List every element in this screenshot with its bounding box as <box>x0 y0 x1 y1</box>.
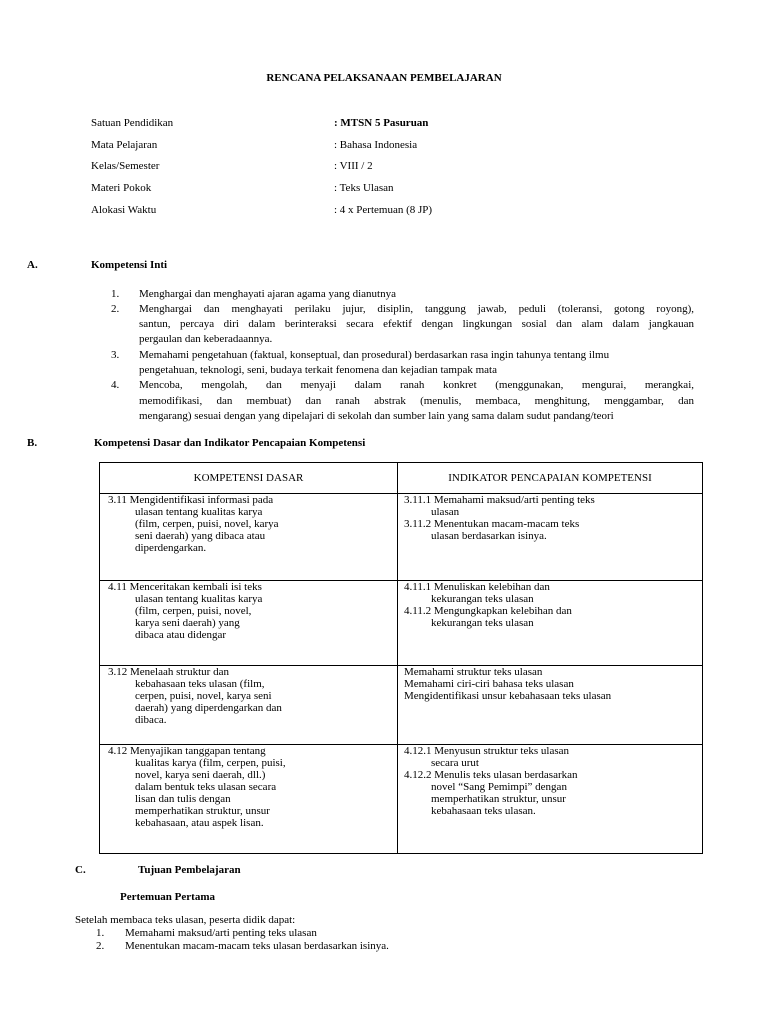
cell-line: novel, karya seni daerah, dll.) <box>135 769 266 781</box>
list-item-line: Menghargai dan menghayati perilaku jujur, disiplin, tanggung jawab, peduli (toleransi, gotong royong), <box>139 303 694 315</box>
identity-value: : VIII / 2 <box>334 160 373 172</box>
cell-line: daerah) yang diperdengarkan dan <box>135 702 282 714</box>
list-item-line: Menentukan macam-macam teks ulasan berdasarkan isinya. <box>125 940 389 952</box>
cell-line: ulasan tentang kualitas karya <box>135 506 263 518</box>
cell-line: dibaca atau didengar <box>135 629 227 641</box>
cell-line: 3.12 Menelaah struktur dan <box>108 666 229 678</box>
cell-line: 3.11.1 Memahami maksud/arti penting teks <box>404 494 595 506</box>
competence-table <box>99 462 703 854</box>
cell-line: ulasan berdasarkan isinya. <box>431 530 547 542</box>
cell-line: ulasan <box>431 506 460 518</box>
identity-value: : 4 x Pertemuan (8 JP) <box>334 204 433 216</box>
list-item-number: 2. <box>96 940 105 952</box>
list-item-number: 2. <box>111 303 120 315</box>
cell-line: secara urut <box>431 757 479 769</box>
list-item-number: 3. <box>111 349 120 361</box>
table-cell <box>398 581 703 666</box>
list-item-number: 4. <box>111 379 120 391</box>
table-header-row <box>100 463 703 494</box>
list-item-line: Memahami maksud/arti penting teks ulasan <box>125 927 317 939</box>
table-cell <box>100 494 398 581</box>
cell-line: 4.12.1 Menyusun struktur teks ulasan <box>404 745 569 757</box>
table-row <box>100 745 703 854</box>
cell-line: Memahami ciri-ciri bahasa teks ulasan <box>404 678 574 690</box>
document-title: RENCANA PELAKSANAAN PEMBELAJARAN <box>266 72 502 84</box>
cell-line: novel “Sang Pemimpi” dengan <box>431 781 567 793</box>
column-header: KOMPETENSI DASAR <box>100 463 398 494</box>
section-c-title: Tujuan Pembelajaran <box>138 864 241 876</box>
section-c-letter: C. <box>75 864 86 876</box>
cell-line: kekurangan teks ulasan <box>431 593 534 605</box>
identity-label: Mata Pelajaran <box>91 139 158 151</box>
cell-line: (film, cerpen, puisi, novel, <box>135 605 252 617</box>
table-row <box>100 494 703 581</box>
section-b-title: Kompetensi Dasar dan Indikator Pencapaian Kompetensi <box>94 437 366 449</box>
cell-line: kekurangan teks ulasan <box>431 617 534 629</box>
cell-line: cerpen, puisi, novel, karya seni <box>135 690 272 702</box>
cell-line: ulasan tentang kualitas karya <box>135 593 263 605</box>
cell-line: dibaca. <box>135 714 167 726</box>
cell-line: (film, cerpen, puisi, novel, karya <box>135 518 279 530</box>
cell-line: 3.11 Mengidentifikasi informasi pada <box>108 494 274 506</box>
list-item-line: Menghargai dan menghayati ajaran agama yang dianutnya <box>139 288 396 300</box>
cell-line: 4.12 Menyajikan tanggapan tentang <box>108 745 266 757</box>
cell-line: Memahami struktur teks ulasan <box>404 666 543 678</box>
cell-line: seni daerah) yang dibaca atau <box>135 530 266 542</box>
cell-line: 4.11.2 Mengungkapkan kelebihan dan <box>404 605 572 617</box>
identity-label: Materi Pokok <box>91 182 152 194</box>
table-cell <box>398 494 703 581</box>
table-cell <box>100 745 398 854</box>
list-item-number: 1. <box>111 288 120 300</box>
meeting-heading: Pertemuan Pertama <box>120 891 215 903</box>
cell-line: 4.12.2 Menulis teks ulasan berdasarkan <box>404 769 578 781</box>
section-a-title: Kompetensi Inti <box>91 259 168 271</box>
identity-label: Kelas/Semester <box>91 160 160 172</box>
table-cell <box>398 745 703 854</box>
list-item-line: santun, percaya diri dalam berinteraksi secara efektif dengan lingkungan sosial dan alam dalam jangkauan <box>139 318 694 330</box>
objectives-intro: Setelah membaca teks ulasan, peserta didik dapat: <box>75 914 296 926</box>
identity-label: Alokasi Waktu <box>91 204 157 216</box>
identity-value: : Teks Ulasan <box>334 182 394 194</box>
table-row <box>100 666 703 745</box>
cell-line: 4.11.1 Menuliskan kelebihan dan <box>404 581 550 593</box>
cell-line: kualitas karya (film, cerpen, puisi, <box>135 757 286 769</box>
list-item-line: Mencoba, mengolah, dan menyaji dalam ranah konkret (menggunakan, mengurai, merangkai, <box>139 379 694 391</box>
table-cell <box>100 581 398 666</box>
list-item-line: pengetahuan, teknologi, seni, budaya terkait fenomena dan kejadian tampak mata <box>139 364 497 376</box>
table-cell <box>398 666 703 745</box>
cell-line: karya seni daerah) yang <box>135 617 240 629</box>
section-b-letter: B. <box>27 437 38 449</box>
table-cell <box>100 666 398 745</box>
identity-value: : MTSN 5 Pasuruan <box>334 117 429 129</box>
cell-line: kebahasaan teks ulasan (film, <box>135 678 265 690</box>
cell-line: 3.11.2 Menentukan macam-macam teks <box>404 518 580 530</box>
column-header: INDIKATOR PENCAPAIAN KOMPETENSI <box>398 463 703 494</box>
cell-line: kebahasaan, atau aspek lisan. <box>135 817 264 829</box>
list-item-number: 1. <box>96 927 105 939</box>
cell-line: 4.11 Menceritakan kembali isi teks <box>108 581 262 593</box>
cell-line: diperdengarkan. <box>135 542 207 554</box>
identity-label: Satuan Pendidikan <box>91 117 174 129</box>
cell-line: memperhatikan struktur, unsur <box>135 805 270 817</box>
cell-line: Mengidentifikasi unsur kebahasaan teks ulasan <box>404 690 612 702</box>
cell-line: memperhatikan struktur, unsur <box>431 793 566 805</box>
list-item-line: mengarang) sesuai dengan yang dipelajari di sekolah dan sumber lain yang sama dalam sudut pandang/teori <box>139 410 614 422</box>
cell-line: lisan dan tulis dengan <box>135 793 231 805</box>
identity-value: : Bahasa Indonesia <box>334 139 418 151</box>
list-item-line: Memahami pengetahuan (faktual, konseptual, dan prosedural) berdasarkan rasa ingin tahunya tentang ilmu <box>139 349 610 361</box>
list-item-line: pergaulan dan keberadaannya. <box>139 333 273 345</box>
table-row <box>100 581 703 666</box>
list-item-line: memodifikasi, dan membuat) dan ranah abstrak (menulis, membaca, menghitung, menggambar, dan <box>139 395 694 407</box>
cell-line: kebahasaan teks ulasan. <box>431 805 536 817</box>
section-a-letter: A. <box>27 259 38 271</box>
cell-line: dalam bentuk teks ulasan secara <box>135 781 277 793</box>
